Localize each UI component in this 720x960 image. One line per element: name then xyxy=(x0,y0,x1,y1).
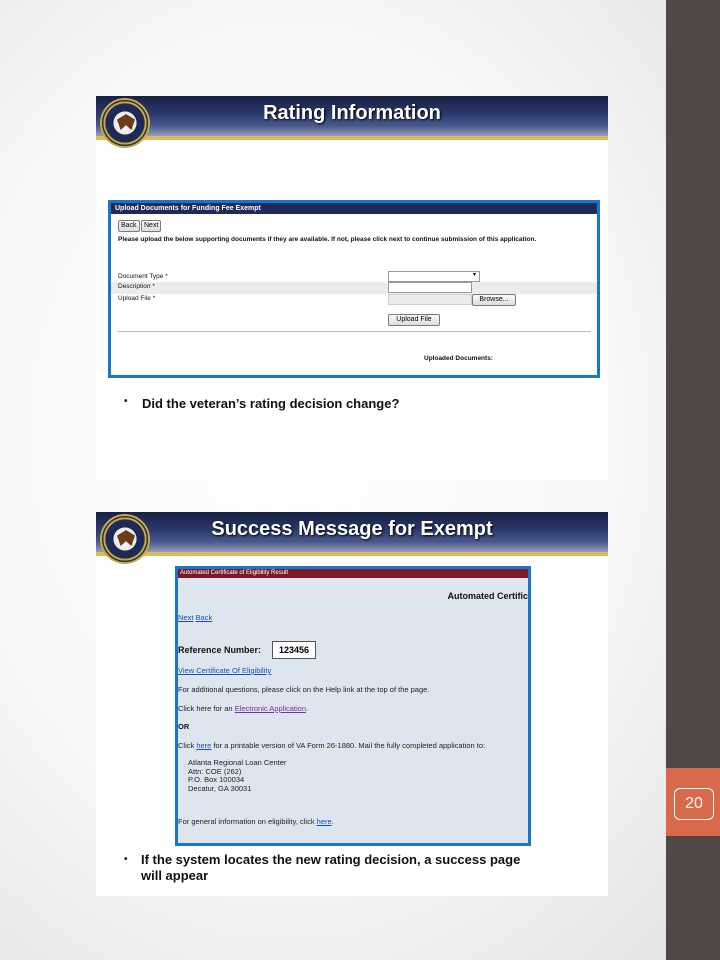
bullet-text-line2: will appear xyxy=(141,868,209,883)
printable-version-line xyxy=(178,741,485,750)
address-line: Attn: COE (262) xyxy=(188,766,242,776)
description-input[interactable] xyxy=(388,282,472,293)
dropdown-arrow-icon: ▾ xyxy=(472,272,476,278)
reference-number-value: 123456 xyxy=(272,641,316,659)
document-type-select[interactable] xyxy=(388,271,480,282)
slide-banner xyxy=(96,512,608,556)
nav-links xyxy=(178,613,212,622)
coe-result-panel xyxy=(175,566,531,846)
slide-banner xyxy=(96,96,608,140)
file-path-input[interactable] xyxy=(388,294,472,305)
browse-button[interactable]: Browse... xyxy=(472,294,516,306)
printable-version-text: for a printable version of VA Form 26-1880. Mail the fully completed application to: xyxy=(211,741,486,750)
uploaded-documents-label: Uploaded Documents: xyxy=(424,355,493,362)
form-header: Upload Documents for Funding Fee Exempt xyxy=(111,203,597,214)
reference-label: Reference Number: xyxy=(178,645,262,655)
period-text: . xyxy=(331,817,334,826)
description-row xyxy=(111,282,597,294)
period-text: . xyxy=(306,704,309,713)
panel-header: Automated Certificate of Eligibility Result xyxy=(178,569,528,578)
or-label: OR xyxy=(178,722,190,731)
bullet-text-line1: If the system locates the new rating decision, a success page xyxy=(141,852,521,867)
view-coe-link[interactable]: View Certificate Of Eligibility xyxy=(178,666,272,675)
back-button[interactable]: Back xyxy=(118,220,140,232)
eagle-emblem xyxy=(117,530,135,546)
bullet-dot: • xyxy=(124,854,128,865)
electronic-application-link[interactable]: Electronic Application xyxy=(234,704,306,713)
upload-file-label: Upload File * xyxy=(118,295,156,302)
address-line: Decatur, GA 30031 xyxy=(188,783,252,793)
general-info-line xyxy=(178,817,334,826)
va-seal-logo xyxy=(100,98,150,148)
bullet-rating-change xyxy=(124,396,399,411)
electronic-application-line xyxy=(178,704,308,713)
printable-here-link[interactable]: here xyxy=(196,741,212,750)
next-link[interactable]: Next xyxy=(178,613,194,622)
eagle-emblem xyxy=(117,114,135,130)
panel-heading: Automated Certific xyxy=(447,591,528,601)
bullet-dot: • xyxy=(124,396,128,407)
address-line: P.O. Box 100034 xyxy=(188,775,245,784)
slide-rating-information xyxy=(96,96,608,480)
slide-success-message xyxy=(96,512,608,896)
address-line: Atlanta Regional Loan Center xyxy=(188,758,287,767)
slide-title: Success Message for Exempt xyxy=(211,518,493,540)
upload-documents-form xyxy=(108,200,600,378)
description-label: Description * xyxy=(118,283,155,290)
click-text: Click xyxy=(178,741,197,750)
bullet-success-page xyxy=(124,852,520,884)
divider xyxy=(117,331,591,332)
mailing-address xyxy=(188,759,286,793)
general-info-here-link[interactable]: here xyxy=(316,817,332,826)
next-button[interactable]: Next xyxy=(141,220,161,232)
additional-questions-text: For additional questions, please click on the Help link at the top of the page. xyxy=(178,685,430,694)
upload-file-button[interactable]: Upload File xyxy=(388,314,440,326)
slide-title: Rating Information xyxy=(263,102,441,124)
click-here-text: Click here for an xyxy=(178,704,235,713)
page-number: 20 xyxy=(674,788,714,820)
bullet-text: Did the veteran’s rating decision change? xyxy=(142,396,400,411)
va-seal-logo xyxy=(100,514,150,564)
back-link[interactable]: Back xyxy=(195,613,213,622)
document-type-label: Document Type * xyxy=(118,273,168,280)
general-info-text: For general information on eligibility, click xyxy=(178,817,317,826)
upload-instructions: Please upload the below supporting documents if they are available. If not, please click next to continue submission of this application. xyxy=(118,236,537,243)
